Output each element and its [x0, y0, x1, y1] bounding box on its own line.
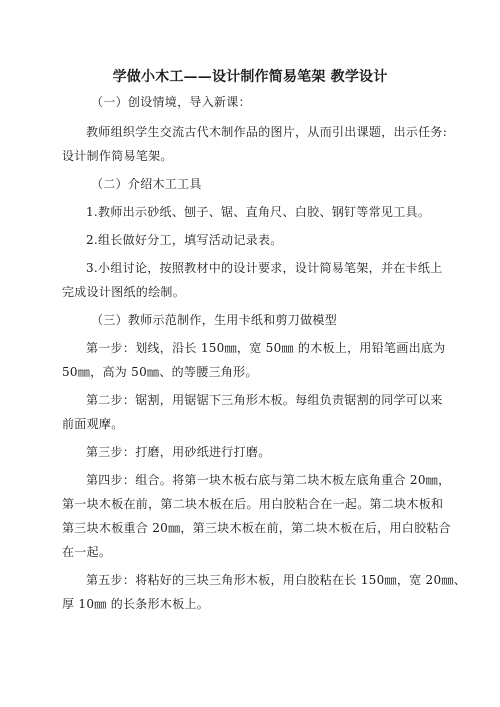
document-title: 学做小木工——设计制作简易笔架 教学设计	[112, 69, 388, 85]
step-line: 前面观摩。	[62, 417, 124, 431]
list-item: 1.教师出示砂纸、刨子、锯、直角尺、白胶、钢钉等常见工具。	[86, 205, 431, 219]
section-heading-3: （三）教师示范制作，生用卡纸和剪刀做模型	[91, 313, 338, 327]
step-line: 50㎜，高为 50㎜、的等腰三角形。	[62, 365, 258, 379]
step-line: 第五步：将粘好的三块三角形木板，用白胶粘在长 150㎜，宽 20㎜、	[86, 573, 467, 587]
step-line: 第一步：划线，沿长 150㎜，宽 50㎜ 的木板上，用铅笔画出底为	[86, 341, 446, 355]
step-line: 厚 10㎜ 的长条形木板上。	[62, 597, 210, 611]
step-line: 第三块木板重合 20㎜，第三块木板在前，第二块木板在后，用白胶粘合	[62, 521, 451, 535]
step-line: 第四步：组合。将第一块木板右底与第二块木板左底角重合 20㎜，	[86, 473, 451, 487]
section-heading-2: （二）介绍木工工具	[91, 177, 202, 191]
paragraph-line: 教师组织学生交流古代木制作品的图片，从而引出课题，出示任务:	[86, 125, 448, 139]
step-line: 第二步：锯割，用锯锯下三角形木板。每组负责锯割的同学可以来	[86, 393, 443, 407]
list-item: 3.小组讨论，按照教材中的设计要求，设计简易笔架，并在卡纸上	[86, 261, 443, 275]
list-item: 2.组长做好分工，填写活动记录表。	[86, 233, 283, 247]
step-line: 第一块木板在前，第二块木板在后。用白胶粘合在一起。第二块木板和	[62, 497, 444, 511]
paragraph-line: 设计制作简易笔架。	[62, 149, 173, 163]
section-heading-1: （一）创设情境，导入新课：	[91, 95, 251, 109]
step-line: 在一起。	[62, 545, 112, 559]
list-item-continuation: 完成设计图纸的绘制。	[62, 285, 186, 299]
step-line: 第三步：打磨，用砂纸进行打磨。	[86, 445, 271, 459]
